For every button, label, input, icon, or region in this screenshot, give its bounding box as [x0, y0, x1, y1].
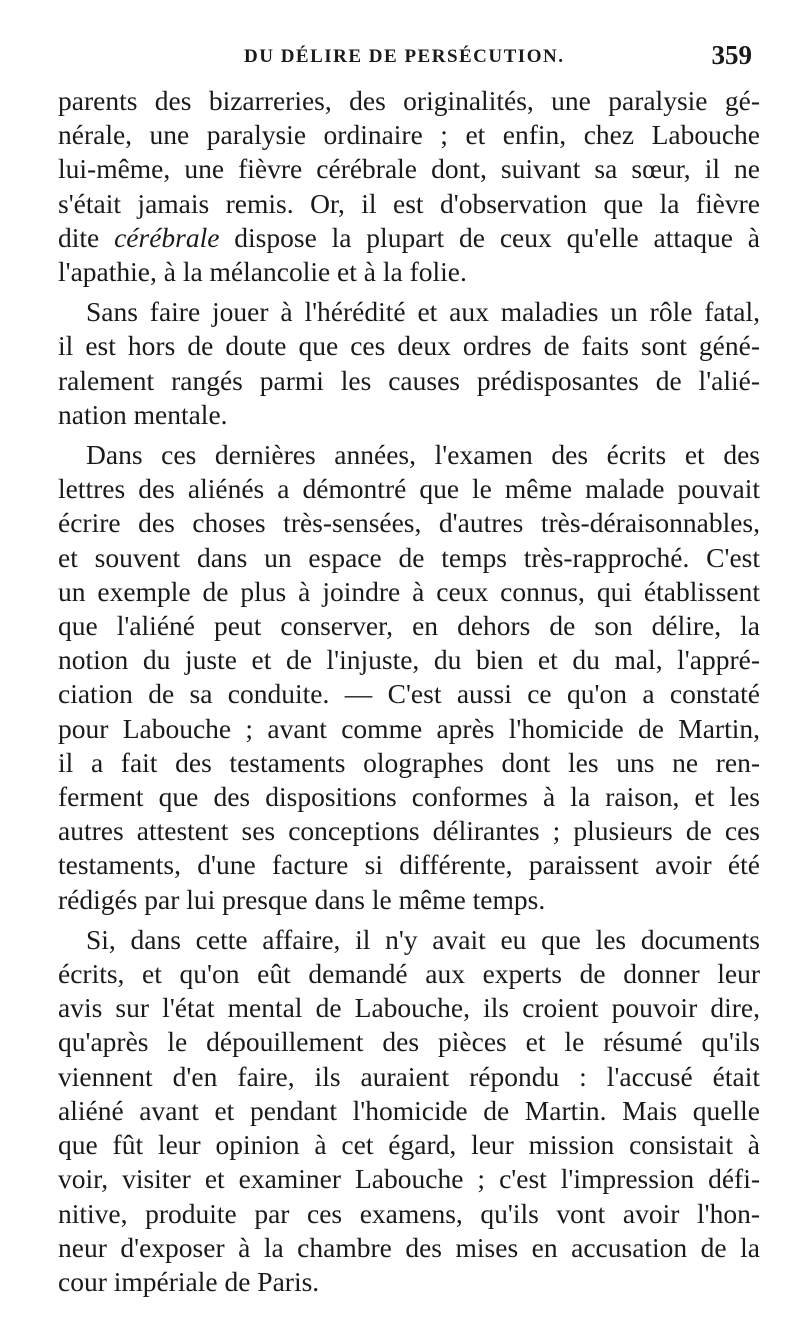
- text-line: neur d'exposer à la chambre des mises en accusation de la: [58, 1231, 760, 1263]
- paragraph: [58, 295, 760, 432]
- text-line: avis sur l'état mental de Labouche, ils croient pouvoir dire,: [58, 992, 760, 1024]
- paragraph: [58, 438, 760, 917]
- text-line: écrire des choses très-sensées, d'autres très-déraisonnables,: [58, 507, 760, 539]
- text-line: que l'aliéné peut conserver, en dehors de son délire, la: [58, 610, 760, 642]
- text-line: ferment que des dispositions conformes à la raison, et les: [58, 781, 760, 813]
- running-head: [58, 40, 760, 80]
- page-number: 359: [711, 40, 752, 70]
- text-line: qu'après le dépouillement des pièces et le résumé qu'ils: [58, 1026, 760, 1058]
- text-line: voir, visiter et examiner Labouche ; c'est l'impression défi-: [58, 1163, 760, 1195]
- italic-term: cérébrale: [114, 221, 220, 253]
- text-line: nitive, produite par ces examens, qu'ils vont avoir l'hon-: [58, 1197, 760, 1229]
- text-line: il est hors de doute que ces deux ordres de faits sont géné-: [58, 330, 760, 362]
- paragraph: [58, 923, 760, 1299]
- text-line: lui-même, une fièvre cérébrale dont, suivant sa sœur, il ne: [58, 153, 760, 185]
- body-text: [58, 84, 760, 1299]
- text-line: aliéné avant et pendant l'homicide de Martin. Mais quelle: [58, 1094, 760, 1126]
- text-line: viennent d'en faire, ils auraient répondu : l'accusé était: [58, 1060, 760, 1092]
- text-line: et souvent dans un espace de temps très-rapproché. C'est: [58, 541, 760, 573]
- text-line: il a fait des testaments olographes dont les uns ne ren-: [58, 746, 760, 778]
- text-line: cour impériale de Paris.: [58, 1265, 320, 1297]
- text-line: que fût leur opinion à cet égard, leur mission consistait à: [58, 1129, 760, 1161]
- text-segment: dispose la plupart de ceux qu'elle attaque à: [219, 221, 760, 253]
- text-line: lettres des aliénés a démontré que le même malade pouvait: [58, 473, 760, 505]
- text-segment: dite: [58, 221, 115, 253]
- text-line: un exemple de plus à joindre à ceux connus, qui établissent: [58, 575, 760, 607]
- text-line: rédigés par lui presque dans le même temps.: [58, 883, 546, 915]
- paragraph: [58, 84, 760, 289]
- text-line: parents des bizarreries, des originalités, une paralysie gé-: [58, 85, 760, 116]
- text-line: pour Labouche ; avant comme après l'homicide de Martin,: [58, 712, 760, 744]
- text-line: ciation de sa conduite. — C'est aussi ce qu'on a constaté: [58, 678, 760, 710]
- running-title: DU DÉLIRE DE PERSÉCUTION.: [244, 46, 565, 67]
- text-line: testaments, d'une facture si différente, paraissent avoir été: [58, 849, 760, 881]
- text-line: s'était jamais remis. Or, il est d'observation que la fièvre: [58, 187, 760, 219]
- text-line: écrits, et qu'on eût demandé aux experts de donner leur: [58, 958, 760, 990]
- text-line: ralement rangés parmi les causes prédisposantes de l'alié-: [58, 364, 760, 396]
- text-line: nation mentale.: [58, 398, 228, 430]
- text-line: notion du juste et de l'injuste, du bien et du mal, l'appré-: [58, 644, 760, 676]
- text-line: Dans ces dernières années, l'examen des écrits et des: [86, 439, 760, 471]
- text-line: [58, 221, 760, 255]
- text-line: l'apathie, à la mélancolie et à la folie.: [58, 256, 467, 288]
- text-line: Sans faire jouer à l'hérédité et aux maladies un rôle fatal,: [86, 296, 760, 328]
- text-line: autres attestent ses conceptions délirantes ; plusieurs de ces: [58, 815, 760, 847]
- text-line: Si, dans cette affaire, il n'y avait eu que les documents: [86, 923, 760, 955]
- text-line: nérale, une paralysie ordinaire ; et enfin, chez Labouche: [58, 119, 760, 151]
